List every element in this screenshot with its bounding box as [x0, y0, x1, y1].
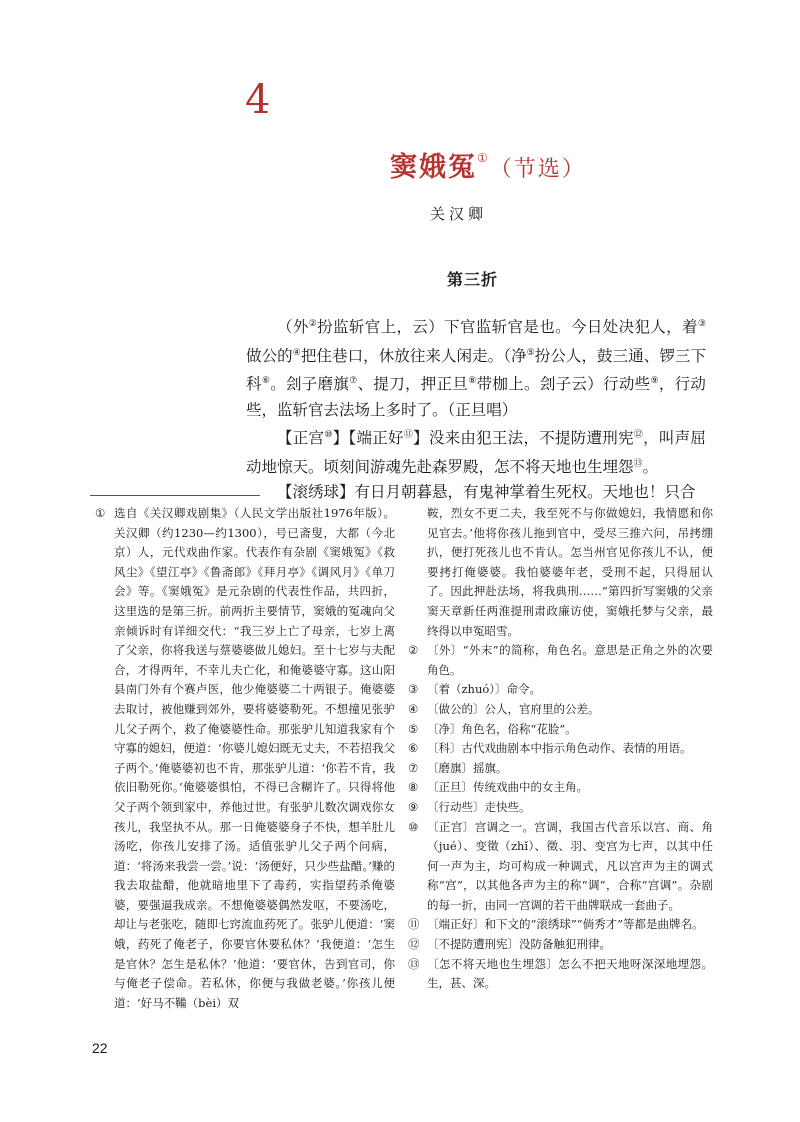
footnote-item [408, 720, 713, 740]
footnote-text: 〔着（zhuó）〕命令。 [427, 682, 542, 697]
footnote-separator [90, 495, 260, 496]
footnote-text: 鞍，烈女不更二夫，我至死不与你做媳妇，我情愿和你见官去。’他将你孩儿拖到官中，受尽三推六问，吊拷绷扒，便打死孩儿也不肯认。怎当州官见你孩儿不认，便要拷打俺婆婆。我怕婆婆年老，受刑不起，只得屈认了。因此押赴法场，将我典刑……”第四折写窦娥的父亲窦天章新任两淮提刑肃政廉访使，窦娥托梦与父亲，最终得以申冤昭雪。 [427, 506, 713, 638]
footnote-mark: ① [95, 506, 106, 520]
footnote-text: 〔正宫〕宫调之一。宫调，我国古代音乐以宫、商、角（jué）、变徵（zhǐ）、徵、羽、变宫为七声，以其中任何一声为主，均可构成一种调式，凡以宫声为主的调式称“宫”，以其他各声为主的称“调”，合称“宫调”。杂剧的每一折，由同一宫调的若干曲牌联成一套曲子。 [427, 819, 713, 912]
page-number: 22 [92, 1040, 108, 1056]
footnote-item [408, 935, 713, 955]
footnote-text: 〔端正好〕和下文的“滚绣球”“倘秀才”等都是曲牌名。 [427, 917, 704, 932]
footnote-item [408, 680, 713, 700]
footnote-text: 〔净〕角色名，俗称“花脸”。 [427, 721, 577, 736]
footnote-ref[interactable]: ⑧ [468, 376, 477, 386]
footnote-mark: ⑨ [408, 799, 419, 814]
footnote-item [408, 798, 713, 818]
footnote-item [408, 641, 713, 680]
chapter-number: 4 [245, 77, 271, 123]
footnote-ref[interactable]: ⑨ [650, 376, 659, 386]
footnote-item [95, 504, 395, 1013]
footnote-mark: ⑥ [408, 741, 419, 756]
footnote-ref[interactable]: ⑦ [349, 376, 358, 386]
footnote-text: 选自《关汉卿戏剧集》（人民文学出版社1976年版）。关汉卿（约1230—约1300），号已斋叟，大都（今北京）人，元代戏曲作家。代表作有杂剧《窦娥冤》《救风尘》《望江亭》《鲁斋郎》《拜月亭》《调风月》《单刀会》等。《窦娥冤》是元杂剧的代表性作品，共四折，这里选的是第三折。前两折主要情节，窦娥的冤魂向父亲倾诉时有详细交代：“我三岁上亡了母亲，七岁上离了父亲，你将我送与蔡婆婆做儿媳妇。至十七岁与夫配合，才得两年，不幸儿夫亡化，和俺婆婆守寡。这山阳县南门外有个赛卢医，他少俺婆婆二十两银子。俺婆婆去取讨，被他赚到郊外，要将婆婆勒死。不想撞见张驴儿父子两个，救了俺婆婆性命。那张驴儿知道我家有个守寡的媳妇，便道：‘你婆儿媳妇既无丈夫，不若招我父子两个。’俺婆婆初也不肯，那张驴儿道：‘你若不肯，我依旧勒死你。’俺婆婆惧怕，不得已含糊许了。只得将他父子两个领到家中，养他过世。有张驴儿数次调戏你女孩儿，我坚执不从。那一日俺婆婆身子不快，想羊肚儿汤吃，你孩儿安排了汤。适值张驴儿父子两个问病，道：‘将汤来我尝一尝。’说：‘汤便好，只少些盐醋。’赚的我去取盐醋，他就暗地里下了毒药，实指望药杀俺婆婆，要强逼我成亲。不想俺婆婆偶然发呕，不要汤吃，却让与老张吃，随即七窍流血药死了。张驴儿便道：‘窦娥，药死了俺老子，你要官休要私休？’我便道：‘怎生是官休？怎生是私休？’他道：‘要官休，告到官司，你与俺老子偿命。若私休，你便与我做老婆。’你孩儿便道：‘好马不鞴（bèi）双 [114, 506, 395, 1010]
footnote-text: 〔做公的〕公人，官府里的公差。 [427, 701, 600, 716]
footnote-text: 〔外〕“外末”的简称，角色名。意思是正角之外的次要角色。 [427, 643, 713, 677]
footnote-item [408, 739, 713, 759]
footnote-text: 〔磨旗〕摇旗。 [427, 760, 508, 775]
footnote-text: 〔正旦〕传统戏曲中的女主角。 [427, 780, 588, 795]
footnote-mark: ⑦ [408, 760, 419, 775]
footnote-text: 〔不提防遭刑宪〕没防备触犯刑律。 [427, 937, 611, 952]
footnote-mark: ⑬ [408, 956, 420, 971]
paragraph-1: （外②扮监斩官上，云）下官监斩官是也。今日处决犯人，着③做公的④把住巷口，休放往来人闲走。（净⑤扮公人，鼓三通、锣三下科⑥。刽子磨旗⑦、提刀，押正旦⑧带枷上。刽子云）行动些⑨，行动些，监斩官去法场上多时了。（正旦唱） [246, 318, 706, 419]
footnote-mark: ② [408, 643, 419, 658]
footnote-ref[interactable]: ② [308, 319, 318, 329]
footnote-ref[interactable]: ⑤ [526, 347, 535, 358]
title-main: 窦娥冤 [390, 152, 477, 183]
footnote-mark: ⑧ [408, 780, 419, 795]
title-subtitle: （节选） [489, 157, 586, 182]
footnote-item [408, 759, 713, 779]
footnote-item [408, 818, 713, 916]
footnote-mark: ③ [408, 682, 419, 697]
footnote-mark: ⑤ [408, 721, 419, 736]
footnote-ref[interactable]: ④ [292, 347, 301, 358]
footnote-ref[interactable]: ⑫ [633, 430, 644, 440]
footnote-item [408, 700, 713, 720]
page-title [390, 145, 586, 184]
paragraph-3: 【滚绣球】有日月朝暮悬，有鬼神掌着生死权。天地也！只合 [277, 483, 696, 501]
footnote-mark: ⑪ [408, 917, 420, 932]
footnote-text: 〔行动些〕走快些。 [427, 799, 531, 814]
main-text [246, 312, 706, 506]
footnote-item [408, 955, 713, 994]
footnote-ref[interactable]: ③ [697, 319, 706, 329]
footnote-item [408, 778, 713, 798]
footnote-ref[interactable]: ⑥ [261, 376, 271, 386]
footnote-ref[interactable]: ⑪ [403, 430, 414, 440]
paragraph-2: 【正宫⑩】【端正好⑪】没来由犯王法，不提防遭刑宪⑫，叫声屈动地惊天。顷刻间游魂先赴森罗殿，怎不将天地也生埋怨⑬。 [246, 429, 706, 476]
footnote-ref[interactable]: ⑩ [324, 430, 333, 440]
footnote-mark: ⑫ [408, 937, 420, 952]
footnote-text: 〔科〕古代戏曲剧本中指示角色动作、表情的用语。 [427, 741, 692, 756]
footnote-item [408, 915, 713, 935]
footnote-text: 〔怎不将天地也生埋怨〕怎么不把天地呀深深地埋怨。生，甚、深。 [427, 956, 713, 991]
footnote-mark: ⑩ [408, 819, 419, 834]
footnote-ref[interactable]: ⑬ [633, 458, 643, 469]
footnotes-right-column [408, 504, 713, 994]
act-heading: 第三折 [447, 270, 499, 289]
title-footnote-mark[interactable]: ① [477, 151, 490, 165]
author-name: 关汉卿 [430, 205, 488, 223]
footnote-item [408, 504, 713, 641]
footnote-mark: ④ [408, 701, 419, 716]
footnotes-left-column [95, 504, 395, 1013]
